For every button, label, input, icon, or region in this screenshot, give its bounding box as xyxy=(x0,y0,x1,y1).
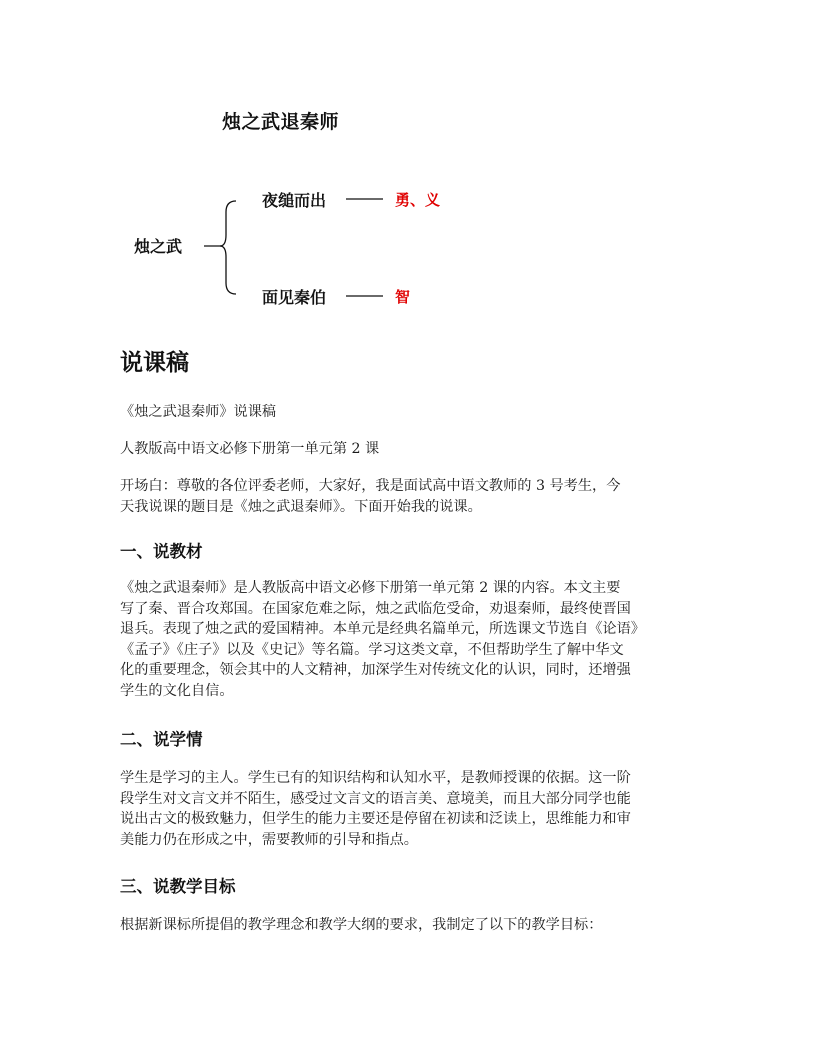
text-line: 开场白：尊敬的各位评委老师，大家好，我是面试高中语文教师的 3 号考生，今 xyxy=(120,478,621,494)
diagram-branch-label: 夜缒而出 xyxy=(262,191,327,210)
text-line: 天我说课的题目是《烛之武退秦师》。下面开始我的说课。 xyxy=(120,498,482,515)
section-title: 三、说教学目标 xyxy=(120,877,236,896)
section-title: 二、说学情 xyxy=(120,730,203,749)
text-line: 化的重要理念，领会其中的人文精神，加深学生对传统文化的认识，同时，还增强 xyxy=(120,662,631,679)
paragraph-textbook xyxy=(120,439,700,460)
paragraph-lesson-title xyxy=(120,402,700,423)
diagram-branch-label: 面见秦伯 xyxy=(262,288,327,307)
text-line: 段学生对文言文并不陌生，感受过文言文的语言美、意境美，而且大部分同学也能 xyxy=(120,790,631,807)
text-line: 美能力仍在形成之中，需要教师的引导和指点。 xyxy=(120,831,418,848)
section-title: 一、说教材 xyxy=(120,542,203,561)
section-body xyxy=(120,915,700,936)
text-line: 人教版高中语文必修下册第一单元第 2 课 xyxy=(120,441,380,457)
paragraph-opening xyxy=(120,476,700,517)
diagram-trait-label: 勇、义 xyxy=(395,191,441,209)
text-line: 《烛之武退秦师》说课稿 xyxy=(120,404,277,420)
text-line: 根据新课标所提倡的教学理念和教学大纲的要求，我制定了以下的教学目标： xyxy=(120,917,603,933)
text-line: 学生的文化自信。 xyxy=(120,682,234,699)
diagram-title: 烛之武退秦师 xyxy=(222,111,340,133)
section-body xyxy=(120,578,700,702)
section-body xyxy=(120,768,700,850)
diagram-connectors xyxy=(0,0,816,330)
diagram-trait-label: 智 xyxy=(395,288,411,306)
character-diagram xyxy=(0,0,816,330)
text-line: 说出古文的极致魅力，但学生的能力主要还是停留在初读和泛读上，思维能力和审 xyxy=(120,811,631,828)
text-line: 写了秦、晋合攻郑国。在国家危难之际，烛之武临危受命，劝退秦师，最终使晋国 xyxy=(120,600,631,617)
text-line: 《烛之武退秦师》是人教版高中语文必修下册第一单元第 2 课的内容。本文主要 xyxy=(120,580,621,596)
text-line: 学生是学习的主人。学生已有的知识结构和认知水平，是教师授课的依据。这一阶 xyxy=(120,770,631,786)
diagram-root-label: 烛之武 xyxy=(134,237,183,256)
text-line: 《孟子》《庄子》以及《史记》等名篇。学习这类文章，不但帮助学生了解中华文 xyxy=(120,641,624,658)
text-line: 退兵。表现了烛之武的爱国精神。本单元是经典名篇单元，所选课文节选自《论语》 xyxy=(120,621,645,638)
document-heading: 说课稿 xyxy=(120,350,189,376)
